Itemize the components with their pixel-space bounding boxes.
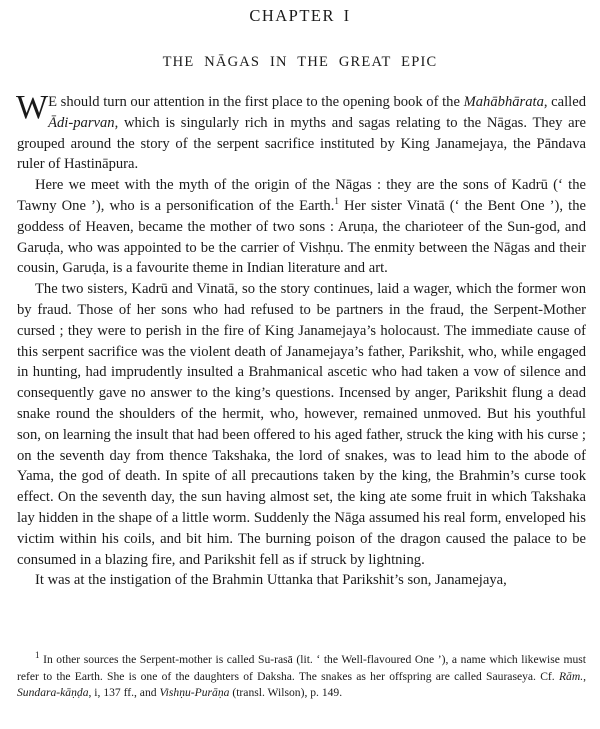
drop-cap: W [16, 89, 45, 126]
paragraph-1-text-b: , called [543, 94, 586, 110]
footnote [17, 652, 586, 702]
footnote-ref-vishnu: Vishṇu-Purāṇa [159, 686, 230, 699]
paragraph-1 [16, 89, 586, 175]
footnote-text-b: , [583, 669, 586, 683]
footnote-text [17, 652, 586, 702]
chapter-label: CHAPTER I [249, 6, 351, 25]
footnote-ref-ram: Rām. [558, 669, 584, 683]
paragraph-1-text-a: E should turn our attention in the first place to the opening book of the [48, 94, 464, 110]
paragraph-2-text-b: Her sister Vinatā (‘ the Bent One ’), the goddess of Heaven, became the mother of two sons : Aruṇa, the charioteer of the Sun-god, and Garuḍa, who was appointed to be the carrier of Vishṇu. The enmity between the Nāgas and their cousin, Garuḍa, is a favourite theme in Indian literature and art. [17, 197, 587, 277]
title-adi-parvan: Ādi-parvan [48, 114, 115, 131]
footnote-text-d: (transl. Wilson), p. 149. [229, 686, 343, 699]
paragraph-2-text-a: Here we meet with the myth of the origin of the Nāgas : they are the sons of Kadrū (‘ the Tawny One ’), who is a personification of the Earth. [17, 177, 586, 214]
footnote-text-a: In other sources the Serpent-mother is called Su-rasā (lit. ‘ the Well-flavoured One ’), a name which likewise must refer to the Earth. She is one of the daughters of Daksha. The snakes as her offspring are called Sauraseya. Cf. [17, 653, 586, 683]
footnote-text-c: , i, 137 ff., and [88, 686, 160, 699]
footnote-reference[interactable]: 1 [334, 196, 339, 207]
footnote-mark: 1 [35, 650, 40, 661]
title-mahabharata: Mahābhārata [463, 94, 544, 110]
paragraph-1-text-c: , which is singularly rich in myths and sagas relating to the Nāgas. They are grouped around the story of the serpent sacrifice instituted by King Janamejaya, the Pāndava ruler of Hastināpura. [17, 114, 586, 173]
chapter-title: THE NĀGAS IN THE GREAT EPIC [162, 54, 438, 70]
paragraph-4: It was at the instigation of the Brahmin Uttanka that Parikshit’s son, Janamejaya, [35, 572, 507, 589]
footnote-ref-sundara: Sundara-kāṇḍa [17, 686, 89, 699]
paragraph-2 [17, 175, 586, 279]
body-text [16, 89, 587, 591]
paragraph-3: The two sisters, Kadrū and Vinatā, so the story continues, laid a wager, which the former won by fraud. Those of her sons who had refused to be partners in the fraud, the Serpent-Mother cursed ; they were to perish in the fire of King Janamejaya’s holocaust. The immediate cause of this serpent sacrifice was the violent death of Janamejaya’s father, Parikshit, who, while engaged in hunting, had imprudently insulted a Brahmanical ascetic who had taken a vow of silence and consequently gave no answer to the king’s questions. Incensed by anger, Parikshit flung a dead snake round the shoulders of the hermit, who, however, remained unmoved. But his youthful son, on learning the insult that had been offered to his aged father, struck the king with his curse ; on the seventh day from thence Takshaka, the lord of snakes, was to lead him to the abode of Yama, the god of death. In spite of all precautions taken by the king, the Brahmin’s curse took effect. On the seventh day, the sun having almost set, the king ate some fruit in which Takshaka lay hidden in the shape of a little worm. Suddenly the Nāga assumed his real form, enveloped his victim within his coils, and bit him. The burning poison of the dragon caused the palace to be consumed in a blazing fire, and Parikshit fell as if struck by lightning. [17, 281, 586, 568]
